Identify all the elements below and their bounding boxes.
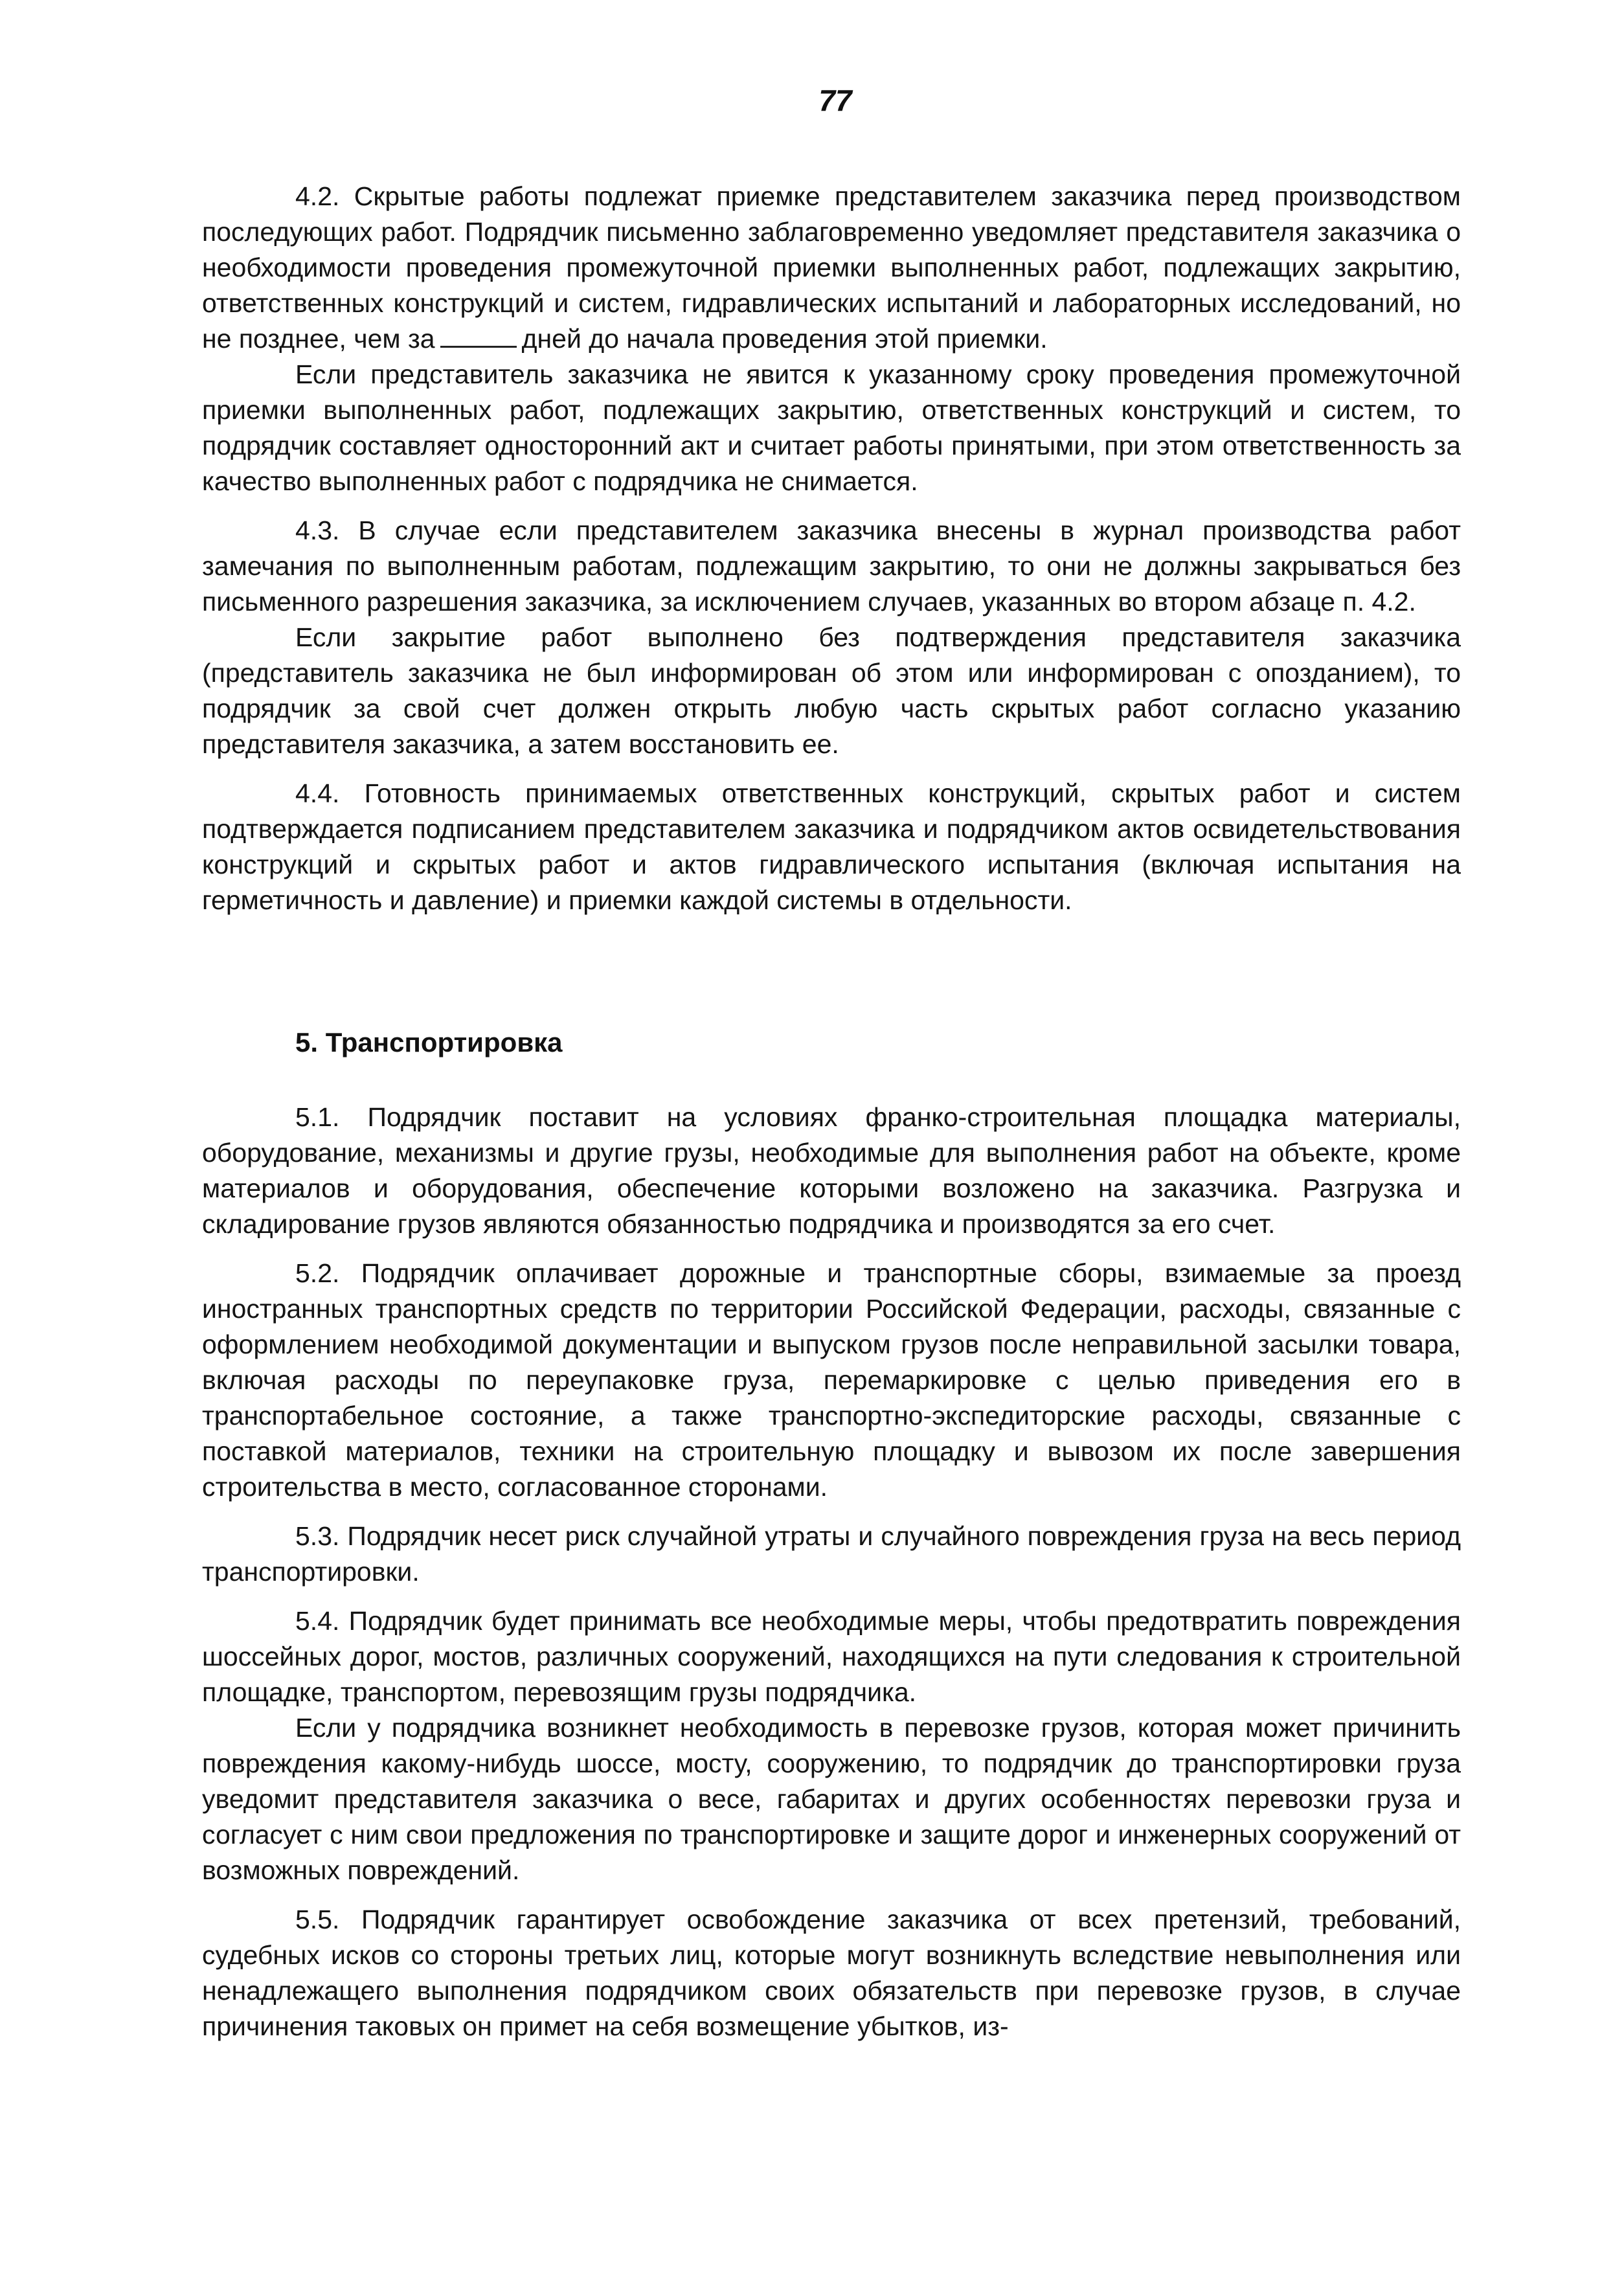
paragraph-5-1: 5.1. Подрядчик поставит на условиях франко-строительная площадка материалы, оборудование, механизмы и другие грузы, необходимые для выполнения работ на объекте, кроме материалов и оборудования, обеспечение которыми возложено на заказчика. Разгрузка и складирование грузов являются обязанностью подрядчика и производятся за его счет. <box>202 1102 1461 1239</box>
paragraph-5-5: 5.5. Подрядчик гарантирует освобождение заказчика от всех претензий, требований, судебных исков со стороны третьих лиц, которые могут возникнуть вследствие невыполнения или ненадлежащего выполнения подрядчиком своих обязательств при перевозке грузов, в случае причинения таковых он примет на себя возмещение убытков, из- <box>202 1905 1461 2041</box>
section-5-block <box>202 1100 1461 2044</box>
page-number: 77 <box>818 84 852 117</box>
blank-days-field <box>440 324 517 348</box>
paragraph-5-4: 5.4. Подрядчик будет принимать все необходимые меры, чтобы предотвратить повреждения шоссейных дорог, мостов, различных сооружений, находящихся на пути следования к строительной площадке, транспортом, перевозящим грузы подрядчика. <box>202 1606 1461 1707</box>
paragraph-4-2-second: Если представитель заказчика не явится к указанному сроку проведения промежуточной приемки выполненных работ, подлежащих закрытию, ответственных конструкций и систем, то подрядчик составляет односторонний акт и считает работы принятыми, при этом ответственность за качество выполненных работ с подрядчика не снимается. <box>202 359 1461 496</box>
paragraph-5-3: 5.3. Подрядчик несет риск случайной утраты и случайного повреждения груза на весь период транспортировки. <box>202 1521 1461 1587</box>
paragraph-4-2 <box>202 179 1461 357</box>
section-5-heading: 5. Транспортировка <box>295 1027 563 1057</box>
paragraph-5-4-second: Если у подрядчика возникнет необходимость в перевозке грузов, которая может причинить повреждения какому-нибудь шоссе, мосту, сооружению, то подрядчик до транспортировки груза уведомит представителя заказчика о весе, габаритах и других особенностях перевозки груза и согласует с ним свои предложения по транспортировке и защите дорог и инженерных сооружений от возможных повреждений. <box>202 1713 1461 1885</box>
paragraph-5-2: 5.2. Подрядчик оплачивает дорожные и транспортные сборы, взимаемые за проезд иностранных транспортных средств по территории Российской Федерации, расходы, связанные с оформлением необходимой документации и выпуском грузов после неправильной засылки товара, включая расходы по переупаковке груза, перемаркировке с целью приведения его в транспортабельное состояние, а также транспортно-экспедиторские расходы, связанные с поставкой материалов, техники на строительную площадку и вывозом их после завершения строительства в место, согласованное сторонами. <box>202 1258 1461 1502</box>
paragraph-4-3: 4.3. В случае если представителем заказчика внесены в журнал производства работ замечания по выполненным работам, подлежащим закрытию, то они не должны закрываться без письменного разрешения заказчика, за исключением случаев, указанных во втором абзаце п. 4.2. <box>202 515 1461 616</box>
paragraph-4-4: 4.4. Готовность принимаемых ответственных конструкций, скрытых работ и систем подтверждается подписанием представителем заказчика и подрядчиком актов освидетельствования конструкций и скрытых работ и актов гидравлического испытания (включая испытания на герметичность и давление) и приемки каждой системы в отдельности. <box>202 778 1461 915</box>
paragraph-4-2-part-b: дней до начала проведения этой приемки. <box>521 324 1048 354</box>
section-4-block <box>202 179 1461 918</box>
paragraph-4-3-second: Если закрытие работ выполнено без подтверждения представителя заказчика (представитель заказчика не был информирован об этом или информирован с опозданием), то подрядчик за свой счет должен открыть любую часть скрытых работ согласно указанию представителя заказчика, а затем восстановить ее. <box>202 622 1461 759</box>
paragraph-4-2-part-a: 4.2. Скрытые работы подлежат приемке представителем заказчика перед производством последующих работ. Подрядчик письменно заблаговременно уведомляет представителя заказчика о необходимости проведения промежуточной приемки выполненных работ, подлежащих закрытию, ответственных конструкций и систем, гидравлических испытаний и лабораторных исследований, но не позднее, чем за <box>202 181 1461 354</box>
